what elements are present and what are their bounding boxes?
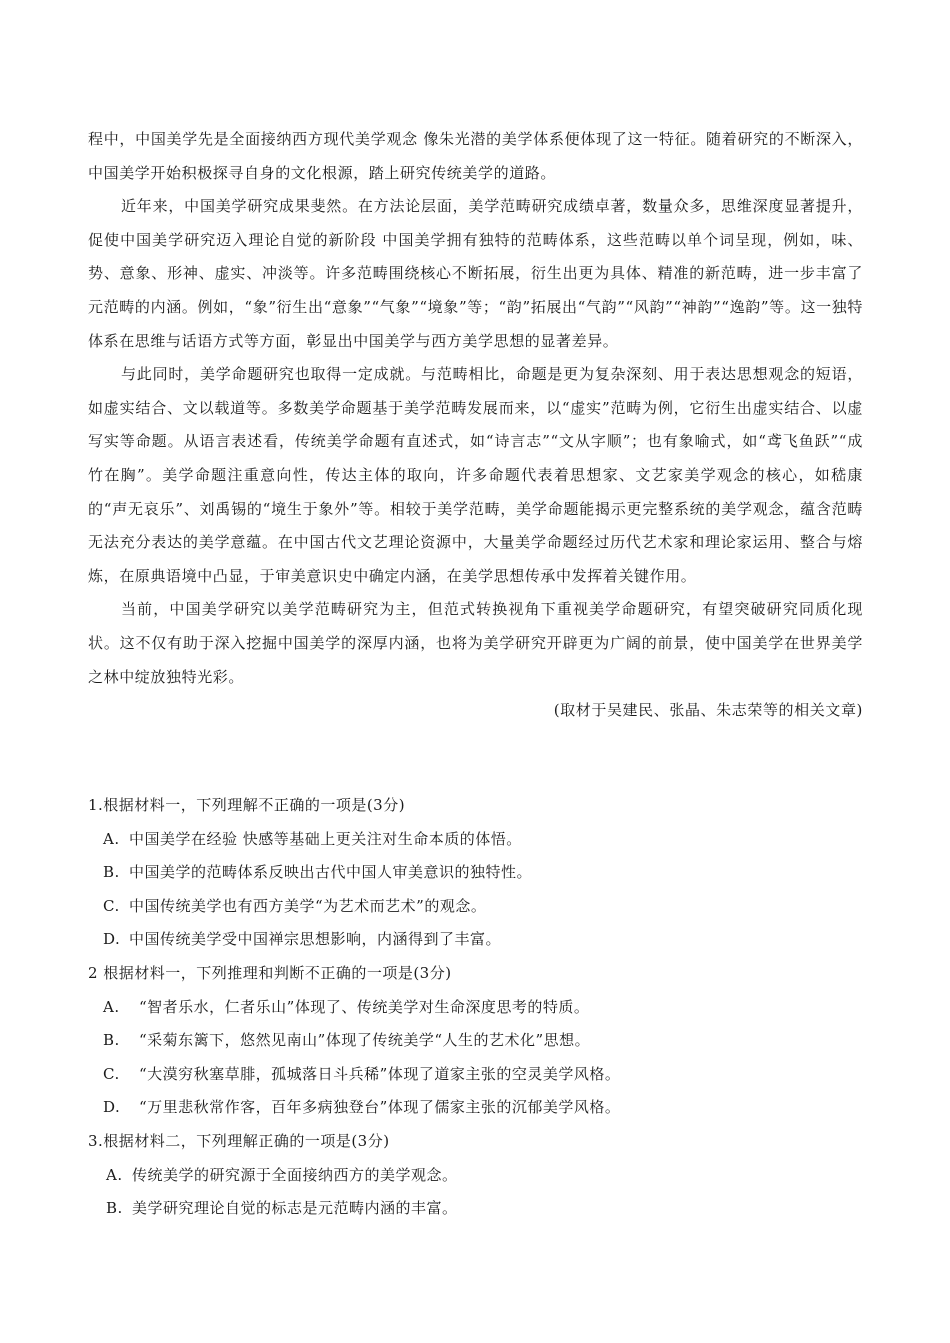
question-option: [88, 1192, 863, 1226]
question-3: [88, 1125, 863, 1226]
option-letter: A.: [106, 1165, 123, 1184]
question-option: [88, 1091, 863, 1125]
option-text: 美学研究理论自觉的标志是元范畴内涵的丰富。: [132, 1199, 458, 1218]
passage-paragraph-3: 与此同时，美学命题研究也取得一定成就。与范畴相比，命题是更为复杂深刻、用于表达思想观念的短语，如虚实结合、文以载道等。多数美学命题基于美学范畴发展而来，以“虚实”范畴为例，它衍生出虚实结合、以虚写实等命题。从语言表述看，传统美学命题有直述式，如“诗言志”“文从字顺”；也有象喻式，如“鸢飞鱼跃”“成竹在胸”。美学命题注重意向性，传达主体的取向，许多命题代表着思想家、文艺家美学观念的核心，如嵇康的“声无哀乐”、刘禹锡的“境生于象外”等。相较于美学范畴，美学命题能揭示更完整系统的美学观念，蕴含范畴无法充分表达的美学意蕴。在中国古代文艺理论资源中，大量美学命题经过历代艺术家和理论家运用、整合与熔炼，在原典语境中凸显，于审美意识史中确定内涵，在美学思想传承中发挥着关键作用。: [88, 365, 863, 585]
question-option: [88, 1024, 863, 1058]
passage-paragraph-4: 当前，中国美学研究以美学范畴研究为主，但范式转换视角下重视美学命题研究，有望突破研究同质化现状。这不仅有助于深入挖掘中国美学的深厚内涵，也将为美学研究开辟更为广阔的前景，使中国美学在世界美学之林中绽放独特光彩。: [88, 600, 863, 686]
option-letter: C.: [103, 1064, 120, 1083]
option-letter: D.: [103, 1098, 121, 1117]
question-option: [88, 1058, 863, 1092]
option-letter: A.: [103, 997, 120, 1016]
passage-source: (取材于吴建民、张晶、朱志荣等的相关文章): [553, 701, 863, 720]
option-letter: B.: [103, 863, 120, 882]
option-text: 中国传统美学受中国禅宗思想影响，内涵得到了丰富。: [129, 930, 502, 949]
reading-passage: [88, 123, 863, 728]
question-option: [88, 823, 863, 857]
passage-paragraph-1: 程中，中国美学先是全面接纳西方现代美学观念 像朱光潜的美学体系便体现了这一特征。随着研究的不断深入，中国美学开始积极探寻自身的文化根源，踏上研究传统美学的道路。: [88, 130, 863, 182]
option-text: “万里悲秋常作客，百年多病独登台”体现了儒家主张的沉郁美学风格。: [139, 1098, 621, 1117]
option-letter: C.: [103, 896, 120, 915]
question-option: [88, 991, 863, 1025]
option-text: “智者乐水，仁者乐山”体现了、传统美学对生命深度思考的特质。: [139, 997, 590, 1016]
question-option: [88, 923, 863, 957]
question-option: [88, 890, 863, 924]
option-text: 传统美学的研究源于全面接纳西方的美学观念。: [132, 1165, 458, 1184]
option-text: 中国美学在经验 快感等基础上更关注对生命本质的体悟。: [129, 829, 522, 848]
option-letter: B.: [103, 1031, 120, 1050]
option-letter: A.: [103, 829, 120, 848]
option-text: 中国美学的范畴体系反映出古代中国人审美意识的独特性。: [129, 863, 533, 882]
question-1: [88, 789, 863, 957]
option-letter: D.: [103, 930, 121, 949]
question-option: [88, 1159, 863, 1193]
question-2: [88, 957, 863, 1125]
option-text: 中国传统美学也有西方美学“为艺术而艺术”的观念。: [129, 896, 487, 915]
passage-paragraph-2: 近年来，中国美学研究成果斐然。在方法论层面，美学范畴研究成绩卓著，数量众多，思维深度显著提升，促使中国美学研究迈入理论自觉的新阶段 中国美学拥有独特的范畴体系，这些范畴以单个词呈现，例如，味、势、意象、形神、虚实、冲淡等。许多范畴围绕核心不断拓展，衍生出更为具体、精准的新范畴，进一步丰富了元范畴的内涵。例如，“象”衍生出“意象”“气象”“境象”等；“韵”拓展出“气韵”“风韵”“神韵”“逸韵”等。这一独特体系在思维与话语方式等方面，彰显出中国美学与西方美学思想的显著差异。: [88, 197, 863, 350]
question-option: [88, 856, 863, 890]
question-stem: 1.根据材料一，下列理解不正确的一项是(3分): [88, 796, 406, 814]
option-text: “大漠穷秋塞草腓，孤城落日斗兵稀”体现了道家主张的空灵美学风格。: [139, 1064, 621, 1083]
question-stem: 2 根据材料一，下列推理和判断不正确的一项是(3分): [88, 963, 452, 982]
question-stem: 3.根据材料二，下列理解正确的一项是(3分): [88, 1131, 390, 1150]
option-letter: B.: [106, 1199, 123, 1218]
option-text: “采菊东篱下，悠然见南山”体现了传统美学“人生的艺术化”思想。: [139, 1031, 591, 1050]
question-list: [88, 789, 863, 1226]
